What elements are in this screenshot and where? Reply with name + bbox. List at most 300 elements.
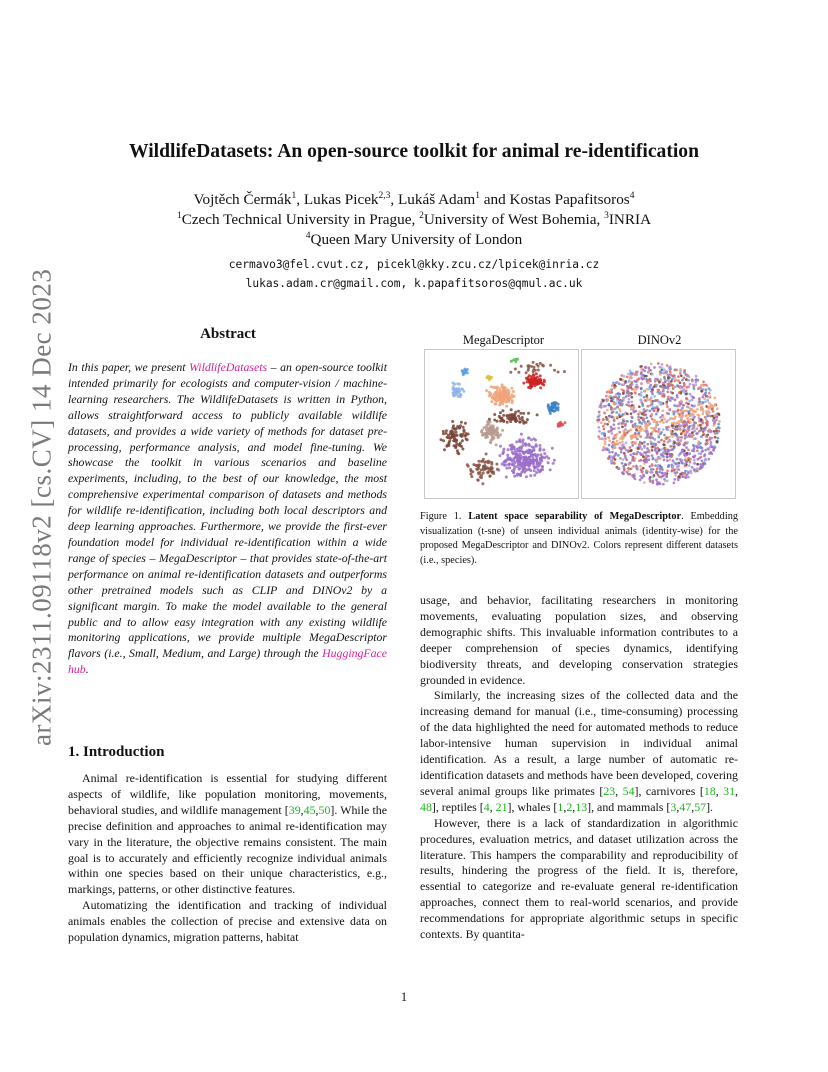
tsne-point	[509, 444, 512, 447]
tsne-point	[456, 392, 459, 395]
tsne-point	[642, 467, 645, 470]
tsne-point	[684, 432, 687, 435]
tsne-point	[695, 381, 698, 384]
tsne-point	[661, 419, 664, 422]
tsne-point	[512, 390, 515, 393]
tsne-point	[494, 402, 497, 405]
paragraph: However, there is a lack of standardization in algorithmic procedures, evaluation metrics, and dataset utilization across the literature. This hampers the comparability and reproducibility of results, hindering the progress of the field. It is, therefore, essential to categorize and re-evaluate general re-identification approaches, connect them to real-world scenarios, and provide recommendations for appropriate algorithmic setups in specific contexts. By quantita-	[420, 815, 738, 942]
tsne-point	[485, 424, 488, 427]
tsne-point	[612, 398, 615, 401]
tsne-point	[649, 465, 652, 468]
tsne-point	[532, 361, 535, 364]
tsne-point	[704, 429, 707, 432]
tsne-point	[685, 378, 688, 381]
tsne-point	[706, 442, 709, 445]
tsne-point	[504, 460, 507, 463]
tsne-point	[627, 470, 630, 473]
tsne-point	[669, 365, 672, 368]
tsne-point	[696, 432, 699, 435]
citation-link[interactable]: 47	[679, 799, 692, 814]
tsne-point	[652, 457, 655, 460]
tsne-point	[658, 428, 661, 431]
tsne-point	[657, 436, 660, 439]
citation-link[interactable]: 54	[622, 783, 635, 798]
tsne-point	[669, 455, 672, 458]
tsne-point	[477, 466, 480, 469]
tsne-point	[655, 478, 658, 481]
tsne-point	[630, 396, 633, 399]
citation-link[interactable]: 31	[723, 783, 736, 798]
tsne-point	[454, 445, 457, 448]
tsne-point	[629, 384, 632, 387]
tsne-point	[474, 464, 477, 467]
tsne-point	[659, 370, 662, 373]
tsne-point	[661, 475, 664, 478]
citation-link[interactable]: 18	[703, 783, 716, 798]
tsne-point	[709, 431, 712, 434]
tsne-point	[511, 413, 514, 416]
wildlifedatasets-link[interactable]: WildlifeDatasets	[189, 360, 268, 374]
tsne-point	[469, 468, 472, 471]
tsne-point	[493, 419, 496, 422]
tsne-point	[638, 410, 641, 413]
tsne-point	[496, 428, 499, 431]
tsne-point	[667, 441, 670, 444]
tsne-point	[542, 384, 545, 387]
tsne-point	[660, 402, 663, 405]
tsne-point	[683, 383, 686, 386]
tsne-point	[618, 401, 621, 404]
tsne-point	[533, 474, 536, 477]
tsne-point	[672, 386, 675, 389]
tsne-point	[656, 467, 659, 470]
tsne-point	[662, 483, 665, 486]
tsne-point	[678, 442, 681, 445]
tsne-point	[646, 443, 649, 446]
tsne-point	[643, 418, 646, 421]
tsne-point	[673, 478, 676, 481]
tsne-point	[464, 435, 467, 438]
tsne-point	[617, 467, 620, 470]
tsne-point	[622, 413, 625, 416]
tsne-point	[666, 391, 669, 394]
tsne-point	[685, 458, 688, 461]
tsne-point	[643, 396, 646, 399]
tsne-point	[651, 454, 654, 457]
tsne-point	[705, 418, 708, 421]
tsne-point	[627, 394, 630, 397]
tsne-point	[505, 405, 508, 408]
tsne-point	[651, 418, 654, 421]
tsne-point	[654, 464, 657, 467]
text: ,	[300, 802, 304, 817]
tsne-point	[682, 388, 685, 391]
tsne-point	[525, 475, 528, 478]
tsne-point	[653, 409, 656, 412]
tsne-point	[676, 421, 679, 424]
tsne-point	[646, 394, 649, 397]
tsne-point	[620, 374, 623, 377]
tsne-point	[514, 420, 517, 423]
abstract-part: .	[85, 662, 89, 677]
tsne-point	[453, 394, 456, 397]
author-name: Lukáš Adam	[398, 191, 476, 208]
citation-link[interactable]: 1	[557, 799, 564, 814]
tsne-point	[702, 384, 705, 387]
tsne-point	[665, 420, 668, 423]
tsne-point	[602, 418, 605, 421]
tsne-point	[507, 392, 510, 395]
tsne-point	[713, 419, 716, 422]
affiliation: University of West Bohemia,	[423, 211, 605, 228]
tsne-point	[604, 422, 607, 425]
tsne-point	[711, 415, 714, 418]
tsne-point	[523, 471, 526, 474]
affil-mark: 1	[176, 211, 182, 221]
tsne-point	[648, 477, 651, 480]
tsne-point	[485, 389, 488, 392]
tsne-point	[679, 439, 682, 442]
tsne-scatter-dinov2	[582, 350, 735, 498]
tsne-point	[608, 444, 611, 447]
tsne-point	[686, 430, 689, 433]
tsne-point	[646, 432, 649, 435]
tsne-point	[501, 452, 504, 455]
citation-link[interactable]: 50	[318, 802, 331, 817]
tsne-point	[615, 411, 618, 414]
tsne-point	[693, 430, 696, 433]
tsne-point	[519, 474, 522, 477]
tsne-point	[702, 410, 705, 413]
tsne-point	[626, 390, 629, 393]
figure-caption	[420, 510, 738, 568]
huggingface-hub-link[interactable]: HuggingFace hub	[68, 646, 387, 677]
tsne-point	[640, 427, 643, 430]
text: ], whales [	[507, 799, 558, 814]
tsne-point	[442, 439, 445, 442]
tsne-point	[517, 371, 520, 374]
tsne-point	[635, 384, 638, 387]
tsne-point	[704, 462, 707, 465]
tsne-point	[635, 388, 638, 391]
tsne-point	[630, 412, 633, 415]
citation-link[interactable]: 21	[495, 799, 508, 814]
tsne-point	[523, 463, 526, 466]
tsne-point	[481, 482, 484, 485]
tsne-point	[697, 463, 700, 466]
tsne-point	[695, 378, 698, 381]
tsne-point	[519, 420, 522, 423]
tsne-point	[478, 460, 481, 463]
tsne-point	[608, 451, 611, 454]
tsne-point	[509, 371, 512, 374]
tsne-point	[657, 465, 660, 468]
tsne-point	[680, 425, 683, 428]
tsne-point	[645, 428, 648, 431]
author-affil-mark: 4	[629, 191, 635, 201]
tsne-point	[671, 435, 674, 438]
tsne-point	[683, 452, 686, 455]
tsne-point	[506, 454, 509, 457]
tsne-point	[666, 470, 669, 473]
tsne-point	[476, 478, 479, 481]
tsne-point	[681, 415, 684, 418]
tsne-point	[717, 437, 720, 440]
tsne-point	[661, 367, 664, 370]
tsne-point	[663, 368, 666, 371]
tsne-point	[629, 376, 632, 379]
tsne-point	[640, 377, 643, 380]
tsne-point	[666, 459, 669, 462]
tsne-point	[655, 413, 658, 416]
tsne-point	[703, 433, 706, 436]
tsne-point	[630, 381, 633, 384]
tsne-point	[688, 393, 691, 396]
tsne-point	[624, 457, 627, 460]
citation-link[interactable]: 4	[483, 799, 490, 814]
tsne-point	[630, 436, 633, 439]
citation-link[interactable]: 48	[420, 799, 432, 814]
tsne-point	[623, 433, 626, 436]
tsne-point	[625, 442, 628, 445]
tsne-point	[637, 447, 640, 450]
citation-link[interactable]: 39	[288, 802, 301, 817]
tsne-point	[603, 433, 606, 436]
abstract-text	[68, 360, 387, 678]
tsne-point	[632, 465, 635, 468]
tsne-point	[651, 481, 654, 484]
author-name: Lukas Picek	[303, 191, 379, 208]
tsne-point	[462, 390, 465, 393]
tsne-point	[634, 441, 637, 444]
tsne-point	[614, 395, 617, 398]
tsne-point	[603, 428, 606, 431]
tsne-point	[698, 397, 701, 400]
tsne-point	[693, 468, 696, 471]
tsne-point	[527, 369, 530, 372]
paragraph: Similarly, the increasing sizes of the collected data and the increasing demand for manual (i.e., time-consuming) processing of the data highlighted the need for automated methods to reduce labor-intensive human supervision in individual animal identification. As a result, a large number of automatic re-identification datasets and methods have been developed, covering several animal groups like primates [23, 54], carnivores [18, 31, 48], reptiles [4, 21], whales [1,2,13], and mammals [3,47,57].	[420, 688, 739, 814]
tsne-point	[453, 435, 456, 438]
tsne-point	[520, 365, 523, 368]
tsne-point	[601, 432, 604, 435]
tsne-point	[703, 397, 706, 400]
tsne-point	[516, 448, 519, 451]
tsne-point	[516, 358, 519, 361]
tsne-point	[669, 409, 672, 412]
tsne-point	[672, 461, 675, 464]
tsne-point	[613, 435, 616, 438]
tsne-point	[532, 453, 535, 456]
tsne-point	[691, 449, 694, 452]
tsne-point	[456, 434, 459, 437]
tsne-point	[518, 417, 521, 420]
abstract-part: In this paper, we present	[68, 360, 190, 374]
tsne-point	[448, 439, 451, 442]
tsne-point	[619, 410, 622, 413]
tsne-point	[635, 429, 638, 432]
tsne-point	[536, 379, 539, 382]
tsne-point	[682, 472, 685, 475]
citation-link[interactable]: 57	[694, 799, 707, 814]
tsne-point	[622, 458, 625, 461]
tsne-point	[656, 447, 659, 450]
tsne-point	[634, 425, 637, 428]
tsne-point	[608, 439, 611, 442]
tsne-point	[715, 427, 718, 430]
tsne-point	[506, 414, 509, 417]
tsne-point	[669, 399, 672, 402]
tsne-point	[693, 387, 696, 390]
tsne-point	[663, 376, 666, 379]
tsne-point	[673, 482, 676, 485]
tsne-point	[683, 369, 686, 372]
citation-link[interactable]: 13	[575, 799, 588, 814]
paragraph	[68, 771, 387, 898]
tsne-point	[443, 448, 446, 451]
tsne-point	[698, 430, 701, 433]
citation-link[interactable]: 45	[303, 802, 316, 817]
tsne-point	[631, 404, 634, 407]
tsne-point	[539, 374, 542, 377]
tsne-point	[716, 441, 719, 444]
tsne-point	[663, 444, 666, 447]
tsne-point	[630, 420, 633, 423]
tsne-point	[610, 429, 613, 432]
tsne-point	[608, 415, 611, 418]
tsne-point	[616, 440, 619, 443]
tsne-point	[535, 363, 538, 366]
affiliation-list	[0, 210, 828, 230]
citation-link[interactable]: 23	[603, 783, 616, 798]
tsne-point	[701, 459, 704, 462]
tsne-point	[692, 396, 695, 399]
tsne-point	[505, 476, 508, 479]
tsne-point	[679, 403, 682, 406]
tsne-point	[716, 407, 719, 410]
page-number: 1	[400, 990, 408, 1004]
tsne-point	[459, 395, 462, 398]
tsne-point	[629, 473, 632, 476]
tsne-point	[675, 379, 678, 382]
affiliation: INRIA	[608, 211, 652, 228]
tsne-point	[615, 402, 618, 405]
tsne-point	[609, 391, 612, 394]
tsne-point	[710, 451, 713, 454]
tsne-point	[618, 431, 621, 434]
tsne-point	[539, 444, 542, 447]
tsne-point	[626, 376, 629, 379]
tsne-point	[654, 438, 657, 441]
affiliation-list-2	[0, 230, 828, 250]
tsne-point	[611, 446, 614, 449]
tsne-scatter-megadescriptor	[425, 350, 578, 498]
tsne-point	[685, 421, 688, 424]
citation-link[interactable]: 2	[566, 799, 573, 814]
tsne-point	[543, 452, 546, 455]
tsne-point	[699, 446, 702, 449]
tsne-point	[479, 471, 482, 474]
tsne-point	[640, 387, 643, 390]
tsne-point	[685, 397, 688, 400]
tsne-point	[669, 458, 672, 461]
tsne-point	[649, 384, 652, 387]
tsne-point	[662, 428, 665, 431]
tsne-point	[620, 451, 623, 454]
tsne-point	[651, 449, 654, 452]
citation-link[interactable]: 3	[670, 799, 677, 814]
tsne-point	[650, 398, 653, 401]
tsne-point	[698, 468, 701, 471]
tsne-point	[649, 480, 652, 483]
tsne-point	[625, 395, 628, 398]
tsne-point	[628, 398, 631, 401]
tsne-point	[631, 416, 634, 419]
tsne-point	[502, 414, 505, 417]
tsne-point	[675, 434, 678, 437]
tsne-point	[689, 461, 692, 464]
tsne-point	[535, 372, 538, 375]
tsne-point	[670, 417, 673, 420]
tsne-point	[705, 405, 708, 408]
tsne-point	[613, 455, 616, 458]
tsne-point	[655, 399, 658, 402]
tsne-point	[663, 418, 666, 421]
tsne-point	[631, 441, 634, 444]
tsne-point	[697, 387, 700, 390]
tsne-point	[622, 420, 625, 423]
tsne-point	[713, 430, 716, 433]
tsne-point	[501, 401, 504, 404]
tsne-point	[674, 399, 677, 402]
tsne-point	[688, 433, 691, 436]
affil-mark: 2	[419, 211, 424, 221]
tsne-point	[539, 386, 542, 389]
tsne-point	[533, 366, 536, 369]
tsne-point	[645, 409, 648, 412]
tsne-point	[627, 401, 630, 404]
tsne-point	[623, 452, 626, 455]
tsne-point	[638, 393, 641, 396]
tsne-point	[680, 374, 683, 377]
tsne-point	[498, 404, 501, 407]
tsne-point	[674, 368, 677, 371]
tsne-point	[636, 451, 639, 454]
author-block	[0, 190, 828, 250]
tsne-point	[598, 418, 601, 421]
tsne-point	[674, 441, 677, 444]
tsne-point	[598, 411, 601, 414]
tsne-point	[681, 449, 684, 452]
tsne-point	[704, 400, 707, 403]
tsne-point	[560, 423, 563, 426]
tsne-point	[651, 413, 654, 416]
tsne-point	[697, 440, 700, 443]
tsne-point	[674, 471, 677, 474]
tsne-point	[491, 436, 494, 439]
tsne-point	[613, 442, 616, 445]
tsne-point	[636, 438, 639, 441]
tsne-point	[564, 421, 567, 424]
tsne-point	[447, 436, 450, 439]
arxiv-identifier: arXiv:2311.09118v2 [cs.CV] 14 Dec 2023	[26, 268, 57, 747]
tsne-point	[530, 365, 533, 368]
tsne-point	[686, 406, 689, 409]
tsne-point	[563, 370, 566, 373]
tsne-point	[510, 408, 513, 411]
tsne-point	[631, 388, 634, 391]
tsne-point	[676, 425, 679, 428]
tsne-point	[533, 469, 536, 472]
